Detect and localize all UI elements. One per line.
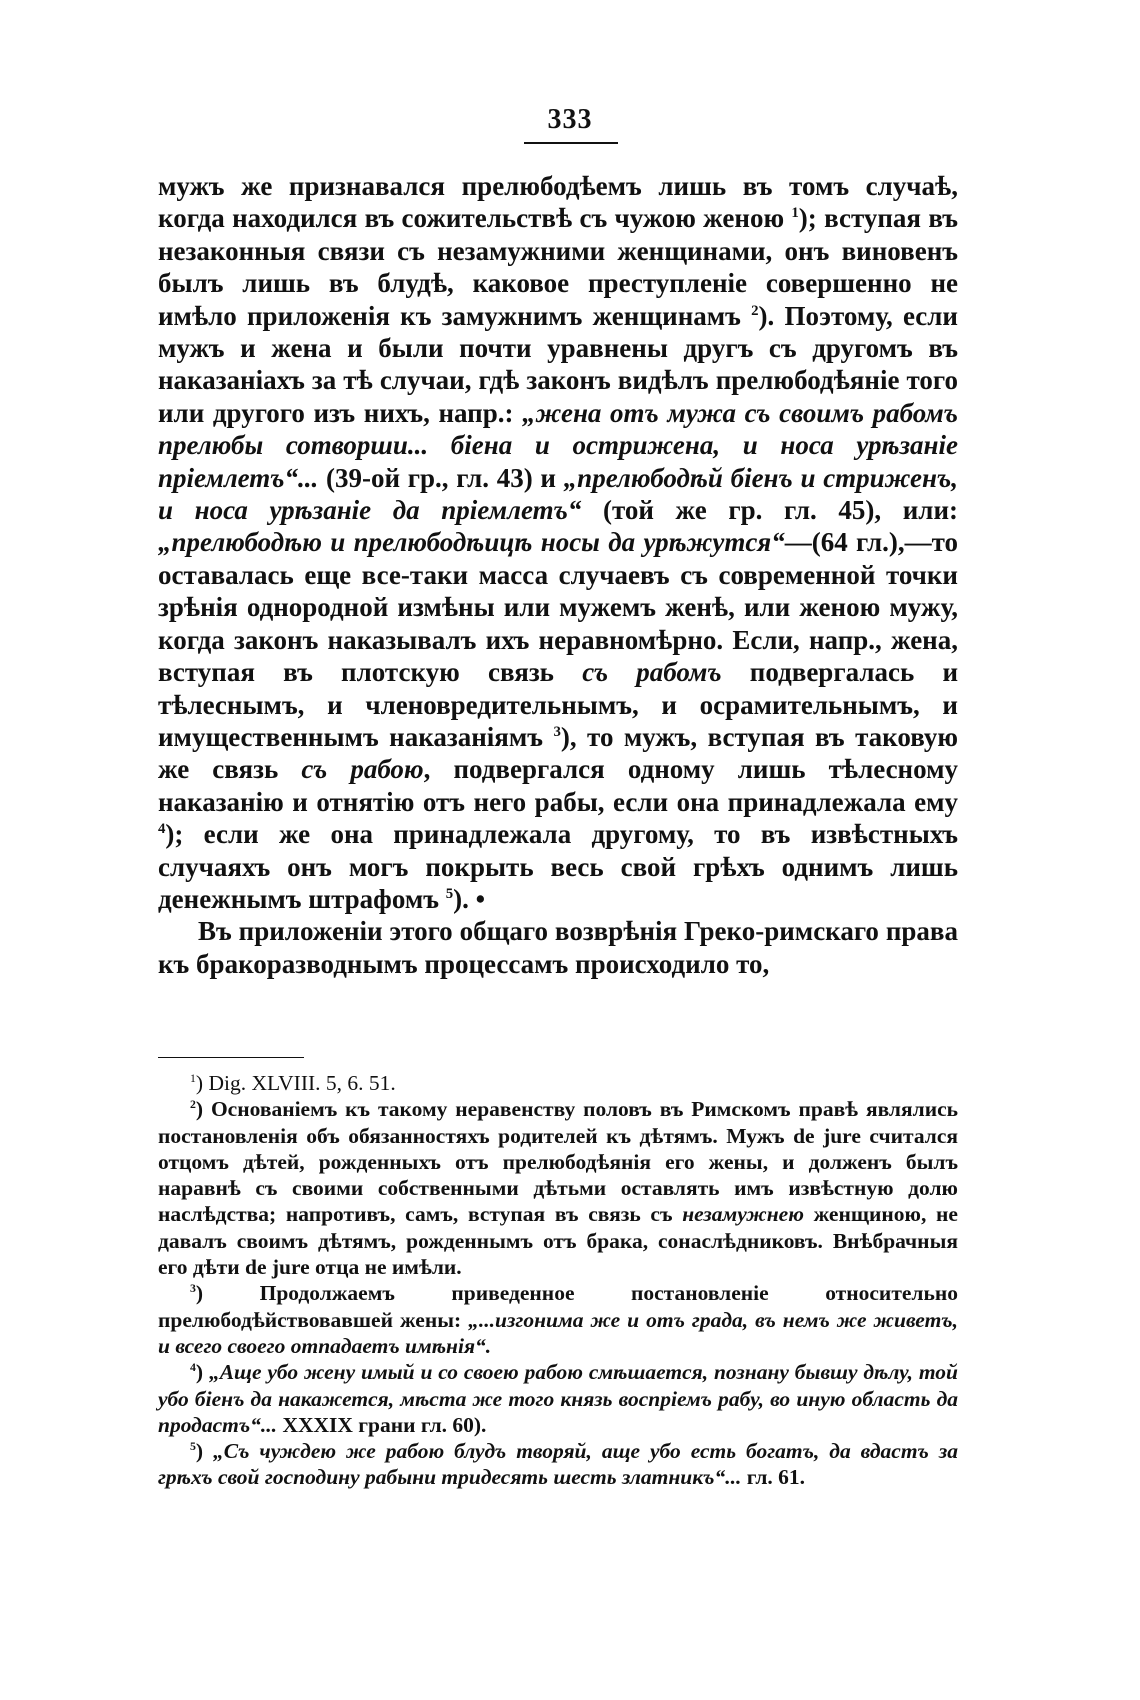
text-run: женщиною, не давалъ своимъ дѣтямъ, рожденнымъ отъ брака, сонаслѣдниковъ. Внѣбрачныя его дѣти de jure отца не имѣли. — [158, 1202, 958, 1280]
italic-quote: „жена отъ мужа съ своимъ рабомъ прелюбы сотворши... біена и острижена, и носа урѣзаніе пріемлетъ“... — [158, 397, 958, 493]
footnotes — [158, 1070, 958, 1491]
footnote-marker: 1 — [190, 1070, 196, 1085]
footnote-5 — [158, 1438, 958, 1491]
text-run: ). Поэтому, если мужъ и жена и были почти уравнены другъ съ другомъ въ наказаніахъ за тѣ случаи, гдѣ законъ видѣлъ прелюбодѣяніе того или другого изъ нихъ, напр.: — [158, 300, 958, 428]
text-run: ) Основаніемъ къ такому неравенству половъ въ Римскомъ правѣ являлись постановленія объ обязанностяхъ родителей къ дѣтямъ. Мужъ de jure считался отцомъ дѣтей, рожденныхъ отъ прелюбодѣянія его жены, и долженъ былъ наравнѣ съ своими собственными дѣтьми оставлять имъ извѣстную долю наслѣдства; напротивъ, самъ, вступая въ связь съ — [158, 1097, 958, 1227]
text-run: —(64 гл.),—то оставалась еще все-таки масса случаевъ съ современной точки зрѣнія однородной измѣны или мужемъ женѣ, или женою мужу, когда законъ наказывалъ ихъ неравномѣрно. Если, напр., жена, вступая въ плотскую связь — [158, 527, 958, 688]
text-run: (39-ой гр., гл. 43) и — [318, 462, 564, 493]
text-run: XXXIX грани гл. 60). — [277, 1412, 487, 1437]
footnote-marker: 1 — [791, 205, 799, 222]
main-text — [158, 170, 958, 980]
italic-quote: „прелюбодѣй біенъ и стриженъ, и носа урѣзаніе да пріемлетъ“ — [158, 462, 958, 526]
text-run: ) — [195, 1360, 209, 1385]
footnote-marker: 5 — [190, 1439, 196, 1453]
italic-quote: „...изгонима же и отъ града, въ немъ же живетъ, и всего своего отпадаетъ имѣнія“. — [158, 1307, 958, 1358]
text-run: ); если же она принадлежала другому, то въ извѣстныхъ случаяхъ онъ могъ покрыть весь свой грѣхъ однимъ лишь денежнымъ штрафомъ — [158, 819, 958, 914]
text-run: , подвергался одному лишь тѣлесному наказанію и отнятію отъ него рабы, если она принадлежала ему — [158, 754, 958, 817]
text-run: мужъ же признавался прелюбодѣемъ лишь въ томъ случаѣ, когда находился въ сожительствѣ съ чужою женою — [158, 171, 958, 234]
italic-quote: съ рабомъ — [582, 657, 722, 688]
footnote-1 — [158, 1070, 958, 1096]
text-run: ) — [195, 1439, 214, 1464]
footnote-marker: 2 — [190, 1097, 196, 1112]
footnote-marker: 3 — [553, 723, 561, 740]
italic-quote: „прелюбодѣю и прелюбодѣицѣ носы да урѣжутся“ — [158, 527, 785, 558]
paragraph — [158, 915, 958, 980]
footnote-rule — [158, 1057, 304, 1058]
footnote-marker: 4 — [190, 1360, 196, 1375]
text-run: гл. 61. — [741, 1465, 806, 1490]
text-run: (той же гр. гл. 45), или: — [581, 495, 959, 526]
text-run: Въ приложеніи этого общаго возврѣнія Греко-римскаго права къ бракоразводнымъ процессамъ происходило то, — [158, 916, 958, 979]
footnote-marker: 4 — [158, 821, 166, 838]
italic-quote: „Аще убо жену имый и со своею рабою смѣшается, познану бывшу дѣлу, той убо біенъ да накажется, мѣста же того князь воспріемъ рабу, во иную область да продастъ“... — [158, 1360, 958, 1437]
text-run: ) Dig. XLVIII. 5, 6. 51. — [195, 1071, 396, 1095]
text-run: ), то мужъ, вступая въ таковую же связь — [158, 721, 958, 785]
paragraph — [158, 170, 958, 915]
italic-quote: „Съ чуждею же рабою блудъ творяй, аще убо есть богатъ, да вдастъ за грѣхъ свой господину рабыни тридесять шесть златникъ“... — [158, 1439, 958, 1490]
text-run: ); вступая въ незаконныя связи съ незамужними женщинами, онъ виновенъ былъ лишь въ блудѣ, каковое преступленіе совершенно не имѣло приложенія къ замужнимъ женщинамъ — [158, 203, 958, 331]
footnote-4 — [158, 1359, 958, 1438]
text-run: подвергалась и тѣлеснымъ, и членовредительнымъ, и осрамительнымъ, и имущественнымъ наказаніямъ — [158, 657, 959, 752]
header-rule — [524, 142, 618, 144]
footnote-3 — [158, 1280, 958, 1359]
text-run: ) Продолжаемъ приведенное постановленіе относительно прелюбодѣйствовавшей жены: — [158, 1281, 958, 1332]
italic-quote: незамужнею — [682, 1202, 804, 1227]
footnote-marker: 2 — [751, 302, 759, 319]
italic-quote: съ рабою — [301, 754, 424, 785]
footnote-marker: 3 — [190, 1281, 196, 1296]
footnote-marker: 5 — [445, 885, 454, 902]
footnote-2 — [158, 1096, 958, 1280]
text-run: ). • — [453, 883, 486, 914]
page-number: 333 — [547, 104, 593, 135]
